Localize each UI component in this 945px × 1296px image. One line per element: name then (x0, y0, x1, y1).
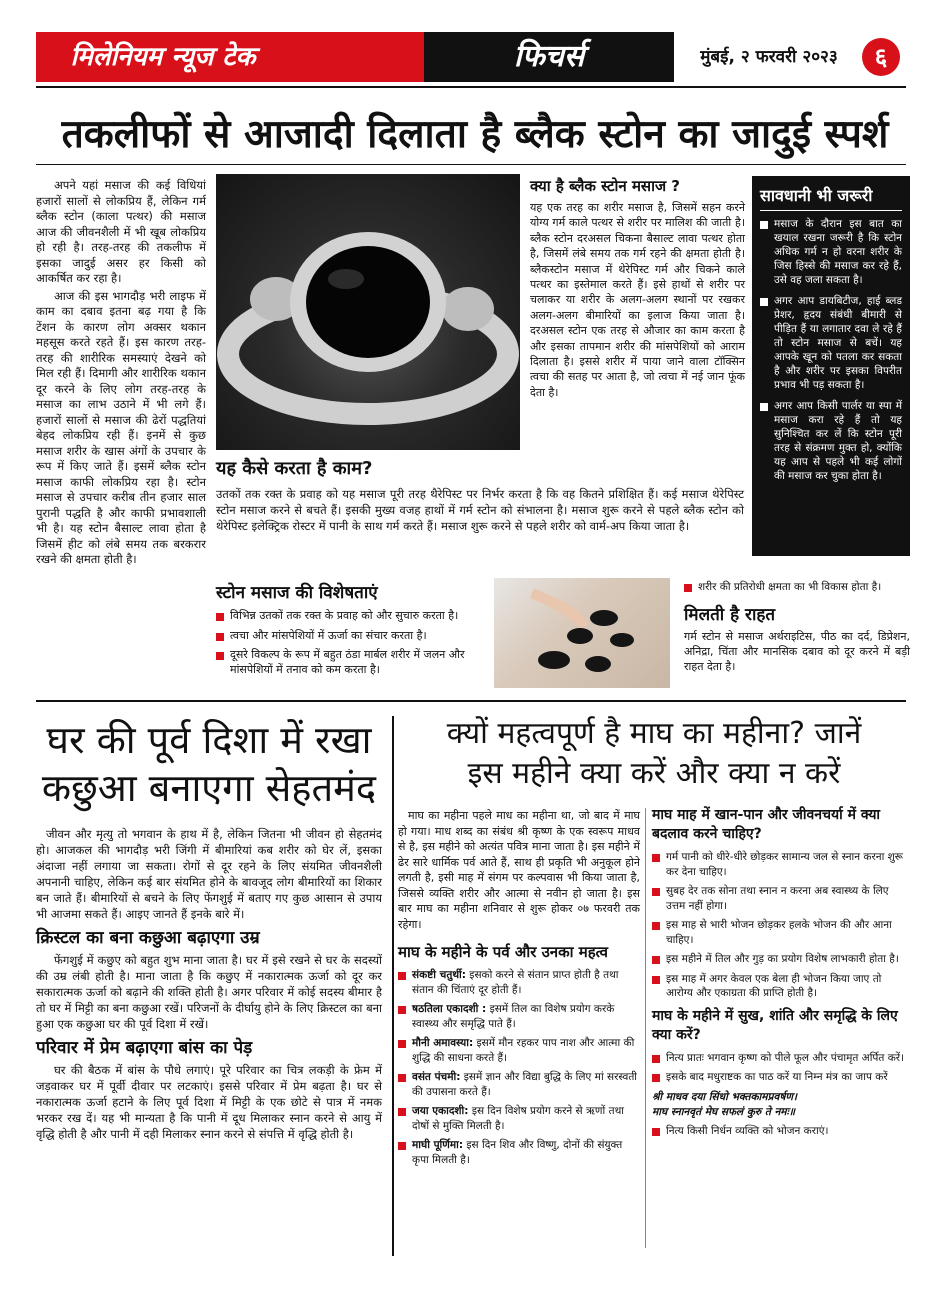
mantra-line-2: माघ स्नानवृतं मेघ सफलं कुरु ते नमः॥ (652, 1105, 795, 1118)
prosperity-item: इसके बाद मधुराष्टक का पाठ करें या निम्न मंत्र का जाप करें (652, 1070, 910, 1085)
section-label: फिचर्स (424, 32, 674, 82)
diet-title: माघ माह में खान-पान और जीवनचर्या में क्या बदलाव करने चाहिए? (652, 807, 881, 842)
caution-item: मसाज के दौरान इस बात का खयाल रखना जरूरी है कि स्टोन अधिक गर्म न हो वरना शरीर के जिस हिस्से की मसाज कर रहे हैं, उसे वह जला सकता है। (760, 217, 902, 287)
festival-item: जया एकादशी: इस दिन विशेष प्रयोग करने से ऋणों तथा दोषों से मुक्ति मिलती है। (398, 1104, 640, 1133)
prosperity-item: नित्य प्रातः भगवान कृष्ण को पीले फूल और पंचामृत अर्पित करें। (652, 1051, 910, 1066)
tortoise-body-2: घर की बैठक में बांस के पौधे लगाएं। पूरे परिवार का चित्र लकड़ी के फ्रेम में जड़वाकर घर में पूर्वी दीवार पर लटकाएं। इससे परिवार में प्रेम बढ़ता है। घर से नकारात्मक ऊर्जा हटाने के लिए पूर्व दिशा में मिट्टी के एक छोटे से पात्र में नमक भरकर रख दें। यह भी मान्यता है कि पानी में दूध मिलाकर स्नान करने से आयु में वृद्धि होती है और पानी में दही मिलाकर स्नान करने से संपत्ति में वृद्धि होती है। (36, 1063, 382, 1141)
feature-item: विभिन्न उतकों तक रक्त के प्रवाह को और सुचारु करता है। (216, 609, 486, 624)
brand-name: मिलेनियम न्यूज टेक (36, 32, 290, 82)
magh-headline-line-2: इस महीने क्या करें और क्या न करें (467, 756, 841, 791)
ring-illustration (216, 174, 520, 450)
magh-intro: माघ का महीना पहले माध का महीना था, जो बाद में माघ हो गया। माध शब्द का संबंध श्री कृष्ण के एक स्वरूप माधव से है, इस महीने को अत्यंत पवित्र माना जाता है। इस महीने में ढेर सारे धार्मिक पर्व आते हैं, साथ ही प्रकृति भी अनुकूल होने लगती है, इसी माह में संगम पर कल्पवास भी किया जाता है, जिससे व्यक्ति शरीर और आत्मा से नवीन हो जाता है। इस बार माघ का महीना शनिवार से शुरू होकर ०७ फरवरी तक रहेगा। (398, 809, 640, 931)
features-title: स्टोन मसाज की विशेषताएं (216, 583, 378, 603)
headline-rule (36, 164, 906, 165)
magh-left-column (398, 808, 640, 1172)
last-item: नित्य किसी निर्धन व्यक्ति को भोजन कराएं। (652, 1124, 910, 1139)
column-divider (392, 716, 394, 1256)
mid-rule (36, 700, 906, 702)
left-para-1: अपने यहां मसाज की कई विधियां हजारों सालों से लोकप्रिय हैं, लेकिन गर्म ब्लैक स्टोन (काला पत्थर) की मसाज आज की जीवनशैली में भी खूब लोकप्रिय हो रही है। तरह-तरह की तकलीफ में इसका जादुई असर हर किसी को आकर्षित कर रहा है। (36, 178, 206, 285)
caution-item: अगर आप डायबिटीज, हाई ब्लड प्रेशर, हृदय संबंधी बीमारी से पीड़ित हैं या लगातार दवा ले रहे हैं तो स्टोन मसाज से बचें। यह आपके खून को पतला कर सकता है और शरीर पर इसका विपरीत प्रभाव भी पड़ सकता है। (760, 294, 902, 392)
festival-item: वसंत पंचमी: इसमें ज्ञान और विद्या बुद्धि के लिए मां सरस्वती की उपासना करते हैं। (398, 1070, 640, 1099)
festival-item: मौनी अमावस्या: इसमें मौन रहकर पाप नाश और आत्मा की शुद्धि की साधना करते हैं। (398, 1036, 640, 1065)
prosperity-title: माघ के महीने में सुख, शांति और समृद्धि के लिए क्या करें? (652, 1007, 898, 1043)
magh-divider (645, 808, 646, 1248)
festival-item: संकष्टी चतुर्थी: इसको करने से संतान प्राप्त होती है तथा संतान की चिंताएं दूर होती हैं। (398, 968, 640, 997)
festival-item: माघी पूर्णिमा: इस दिन शिव और विष्णु, दोनों की संयुक्त कृपा मिलती है। (398, 1138, 640, 1167)
diet-item: इस महीने में तिल और गुड़ का प्रयोग विशेष लाभकारी होता है। (652, 952, 910, 967)
caution-box (752, 176, 910, 556)
diet-item: इस माह से भारी भोजन छोड़कर हलके भोजन की और आना चाहिए। (652, 918, 910, 947)
left-para-2: आज की इस भागदौड़ भरी लाइफ में काम का दबाव इतना बढ़ गया है कि टेंशन के कारण लोग अक्सर थकान महसूस करते रहते हैं। इस कारण तरह-तरह की शारीरिक समस्याएं देखने को मिल रही हैं। दिमागी और शारीरिक थकान दूर करने के लिए लोग तरह-तरह के मसाज का लाभ उठाने में भी लगे हैं। हजारों सालों से मसाज की ढेरों पद्धतियां बेहद लोकप्रिय रही हैं। इनमें से कुछ मसाज शरीर के खास अंगों के उपचार के रूप में किए जाते हैं। इसमें ब्लैक स्टोन मसाज काफी लोकप्रिय रहा है। स्टोन मसाज से उपचार करीब तीन हजार साल पुरानी पद्धति है और काफी प्रभावशाली भी है। यह स्टोन बैसाल्ट लावा होता है जिसमें हीट को लंबे समय तक बरकरार रखने की क्षमता होती है। (36, 288, 206, 566)
ring-photo (216, 174, 520, 450)
tortoise-headline-line-2: कछुआ बनाएगा सेहतमंद (41, 766, 377, 810)
feature-item: दूसरे विकल्प के रूप में बहुत ठंडा मार्बल शरीर में जलन और मांसपेशियों में तनाव को कम करता है। (216, 648, 486, 677)
diet-item: इस माह में अगर केवल एक बेला ही भोजन किया जाए तो आरोग्य और एकाग्रता की प्राप्ति होती है। (652, 972, 910, 1001)
relief-title: मिलती है राहत (684, 605, 776, 625)
caution-title: सावधानी भी जरूरी (760, 184, 902, 211)
festivals-title: माघ के महीने के पर्व और उनका महत्व (398, 943, 609, 961)
mantra-line-1: श्री माधव दया सिंधो भक्तकामप्रवर्षण। (652, 1090, 797, 1103)
left-column (36, 178, 206, 568)
diet-item: गर्म पानी को धीरे-धीरे छोड़कर सामान्य जल से स्नान करना शुरू कर देना चाहिए। (652, 850, 910, 879)
feature-item: त्वचा और मांसपेशियों में ऊर्जा का संचार करता है। (216, 629, 486, 644)
what-is-title: क्या है ब्लैक स्टोन मसाज ? (530, 177, 681, 195)
festival-item: षठतिला एकादशी : इसमें तिल का विशेष प्रयोग करके स्वास्थ्य और समृद्धि पाते हैं। (398, 1002, 640, 1031)
page-headline: तकलीफों से आजादी दिलाता है ब्लैक स्टोन का जादुई स्पर्श (61, 112, 889, 157)
stone-illustration (494, 578, 670, 688)
tortoise-headline-line-1: घर की पूर्व दिशा में रखा (46, 718, 372, 762)
tortoise-subhead-2: परिवार में प्रेम बढ़ाएगा बांस का पेड़ (36, 1038, 253, 1058)
mantra (652, 1090, 910, 1120)
immunity-item: शरीर की प्रतिरोधी क्षमता का भी विकास होता है। (684, 580, 910, 594)
what-is-section (530, 176, 745, 400)
tortoise-subhead-1: क्रिस्टल का बना कछुआ बढ़ाएगा उम्र (36, 928, 260, 948)
tortoise-body-1: फेंगशुई में कछुए को बहुत शुभ माना जाता है। घर में इसे रखने से घर के सदस्यों की उम्र लंबी होती है। माना जाता है कि कछुए में नकारात्मक ऊर्जा को दूर कर सकारात्मक ऊर्जा को बढ़ाने की शक्ति होती है। अगर परिवार में कोई सदस्य बीमार है तो घर में मिट्टी का बना कछुआ रखें। परिजनों के दीर्घायु होने के लिए क्रिस्टल का बना हुआ एक कछुआ घर की पूर्व दिशा में रखें। (36, 953, 382, 1031)
magh-headline (398, 714, 910, 794)
masthead (36, 32, 906, 82)
features-section (216, 580, 486, 682)
dateline: मुंबई, २ फरवरी २०२३ (674, 32, 864, 82)
tortoise-intro: जीवन और मृत्यु तो भगवान के हाथ में है, लेकिन जितना भी जीवन हो सेहतमंद हो। आजकल की भागदौड़ भरी जिंगी में बीमारियां कब शरीर को घेर लें, इसका अंदाजा नहीं लगाया जा सकता। रोगों से दूर रहने के लिए संयमित जीवनशैली अपनानी चाहिए, लेकिन कई बार संयमित होने के बावजूद लोग बीमारियों का शिकार बन जाते हैं। बीमारियों से बचने के लिए फेंगशुई में बताए गए कुछ आसान से उपाय भी आजमा सकते हैं। आइए जानते हैं इनके बारे में। (36, 827, 382, 921)
caution-item: अगर आप किसी पार्लर या स्पा में मसाज करा रहे हैं तो यह सुनिश्चित कर लें कि स्टोन पूरी तरह से संक्रमण मुक्त हो, क्योंकि यह आप से पहले भी कई लोगों की मसाज कर चुका होता है। (760, 399, 902, 483)
relief-section (684, 580, 910, 674)
brand-band (290, 32, 424, 82)
magh-headline-line-1: क्यों महत्वपूर्ण है माघ का महीना? जानें (446, 716, 862, 751)
relief-body: गर्म स्टोन से मसाज अर्थराइटिस, पीठ का दर्द, डिप्रेशन, अनिद्रा, चिंता और मानसिक दबाव को दूर करने में बड़ी राहत देता है। (684, 630, 910, 673)
stone-massage-photo (494, 578, 670, 688)
tortoise-body (36, 826, 382, 1142)
page-number: ६ (862, 38, 900, 76)
tortoise-headline (36, 716, 382, 812)
top-rule (36, 86, 906, 88)
magh-right-column (652, 806, 910, 1143)
diet-item: सुबह देर तक सोना तथा स्नान न करना अब स्वास्थ्य के लिए उत्तम नहीं होगा। (652, 884, 910, 913)
how-body: उतकों तक रक्त के प्रवाह को यह मसाज पूरी तरह थैरेपिस्ट पर निर्भर करता है कि वह कितने प्रशिक्षित हैं। कई मसाज थेरेपिस्ट स्टोन मसाज करने से बचते हैं। इसकी मुख्य वजह हाथों में गर्म स्टोन को संभालना है। मसाज शुरू करने से पहले ब्लैक स्टोन को थेरेपिस्ट इलेक्ट्रिक रोस्टर में पानी के साथ गर्म करते हैं। मसाज शुरू करने से पहले शरीर को वार्म-अप किया जाता है। (216, 487, 744, 533)
what-is-body: यह एक तरह का शरीर मसाज है, जिसमें सहन करने योग्य गर्म काले पत्थर से शरीर पर मालिश की जाती है। ब्लैक स्टोन दरअसल चिकना बैसाल्ट लावा पत्थर होता है, जिसमें लंबे समय तक गर्म रहने की क्षमता होती है। ब्लैकस्टोन मसाज में थेरेपिस्ट गर्म और चिकने काले पत्थर का इस्तेमाल करते हैं। इसे हाथों से शरीर पर चलाकर या शरीर के अलग-अलग स्थानों पर रखकर अलग-अलग बीमारियों का इलाज किया जाता है। दरअसल स्टोन एक तरह से औजार का काम करता है और इसका तापमान शरीर की मांसपेशियों को आराम दिलाता है। इससे शरीर में पाया जाने वाला टॉक्सिन त्वचा की सतह पर आता है, जो त्वचा में नई जान फूंक देता है। (530, 201, 745, 399)
how-title: यह कैसे करता है काम? (216, 458, 373, 479)
